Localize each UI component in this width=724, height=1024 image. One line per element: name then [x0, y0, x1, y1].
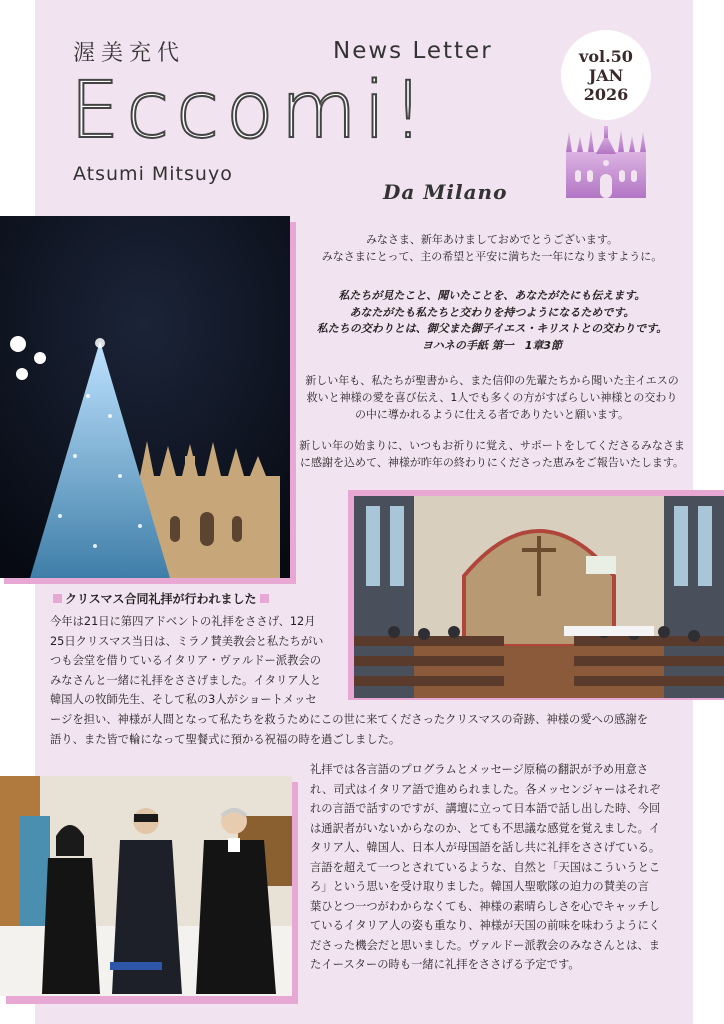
cathedral-icon	[562, 126, 650, 198]
article-body-left	[50, 612, 340, 710]
body-line: みなさんと一緒に礼拝をささげました。イタリア人と	[50, 673, 322, 687]
heading-bullet-icon	[260, 594, 269, 603]
ministers-photo	[0, 776, 292, 996]
heading-text: クリスマス合同礼拝が行われました	[65, 592, 257, 606]
body-line: 言語を超えて一つとされているような、自然と「天国はこういうとこ	[310, 860, 661, 874]
christmas-tree-photo	[0, 216, 290, 578]
paragraph-line: 新しい年の始まりに、いつもお祈りに覚え、サポートをしてくださるみなさま	[299, 439, 685, 452]
body-line: 25日クリスマス当日は、ミラノ賛美教会と私たちがい	[50, 634, 324, 648]
body-line: れの言語で話すのですが、講壇に立って日本語で話し出した時、今回	[310, 802, 661, 815]
article-heading	[50, 590, 272, 607]
body-line: は通訳者がいないからなのか、とても不思議な感覚を覚えました。イ	[310, 821, 661, 835]
body-line: ろ」という思いを受け取りました。韓国人聖歌隊の迫力の賛美の言	[310, 880, 649, 893]
church-interior-photo	[354, 496, 724, 698]
greeting-line: みなさま、新年あけましておめでとうございます。	[365, 233, 619, 246]
greeting-line: みなさまにとって、主の希望と平安に満ちた一年になりますように。	[321, 249, 663, 263]
issue-badge	[561, 30, 651, 120]
body-line: つも会堂を借りているイタリア・ヴァルドー派教会の	[50, 654, 322, 667]
issue-year: 2026	[583, 84, 629, 104]
author-english-name: Atsumi Mitsuyo	[73, 163, 233, 185]
author-japanese-name: 渥美充代	[73, 41, 186, 66]
body-line: ているイタリア人の姿も重なり、神様が天国の前味を味わうようにく	[310, 919, 661, 932]
verse-reference: ヨハネの手紙 第一 1章3節	[421, 338, 563, 352]
intro-greeting	[292, 232, 692, 265]
body-line: ださった機会だと思いました。ヴァルドー派教会のみなさんとは、ま	[310, 938, 661, 952]
body-line: 葉ひとつ一つがわからなくても、神様の素晴らしさを心でキャッチし	[310, 899, 660, 913]
article-body-wide	[50, 710, 700, 749]
paragraph-line: 救いと神様の愛を喜び伝え、1人でも多くの方がすばらしい神様との交わり	[306, 391, 678, 404]
body-line: 今年は21日に第四アドベントの礼拝をささげ、12月	[50, 615, 316, 628]
body-line: たイースターの時も一緒に礼拝をささげる予定です。	[310, 958, 580, 971]
body-line: 語り、また皆で輪になって聖餐式に預かる祝福の時を過ごしました。	[50, 732, 401, 746]
location-label: Da Milano	[383, 180, 508, 204]
intro-paragraph-2	[296, 437, 688, 471]
paragraph-line: の中に導かれるように仕える者でありたいと願います。	[354, 408, 630, 421]
issue-month: JAN	[588, 65, 624, 85]
body-line: れ、司式はイタリア語で進められました。各メッセンジャーはそれぞ	[310, 782, 661, 796]
body-line: 韓国人の牧師先生、そして私の3人がショートメッセ	[50, 693, 317, 706]
article-body-right	[310, 760, 700, 975]
body-line: タリア人、韓国人、日本人が母国語を話し共に礼拝をささげている。	[310, 841, 661, 854]
issue-volume: vol.50	[579, 46, 633, 66]
verse-line: 私たちの交わりとは、御父また御子イエス・キリストとの交わりです。	[316, 322, 668, 335]
body-line: ージを担い、神様が人間となって私たちを救うためにこの世に来てくださったクリスマスの奇跡、神様の愛への感謝を	[50, 713, 649, 726]
paragraph-line: に感謝を込めて、神様が昨年の終わりにくださった恵みをご報告いたします。	[300, 456, 684, 469]
newsletter-title: Eccomi!	[70, 66, 431, 156]
heading-bullet-icon	[53, 594, 62, 603]
body-line: 礼拝では各言語のプログラムとメッセージ原稿の翻訳が予め用意さ	[310, 763, 649, 776]
paragraph-line: 新しい年も、私たちが聖書から、また信仰の先輩たちから聞いた主イエスの	[305, 374, 679, 387]
intro-paragraph-1	[296, 372, 688, 423]
newsletter-label: News Letter	[333, 38, 493, 64]
verse-line: あなたがたも私たちと交わりを持つようになるためです。	[349, 305, 635, 319]
bible-verse	[292, 288, 692, 354]
verse-line: 私たちが見たこと、聞いたことを、あなたがたにも伝えます。	[338, 289, 646, 302]
